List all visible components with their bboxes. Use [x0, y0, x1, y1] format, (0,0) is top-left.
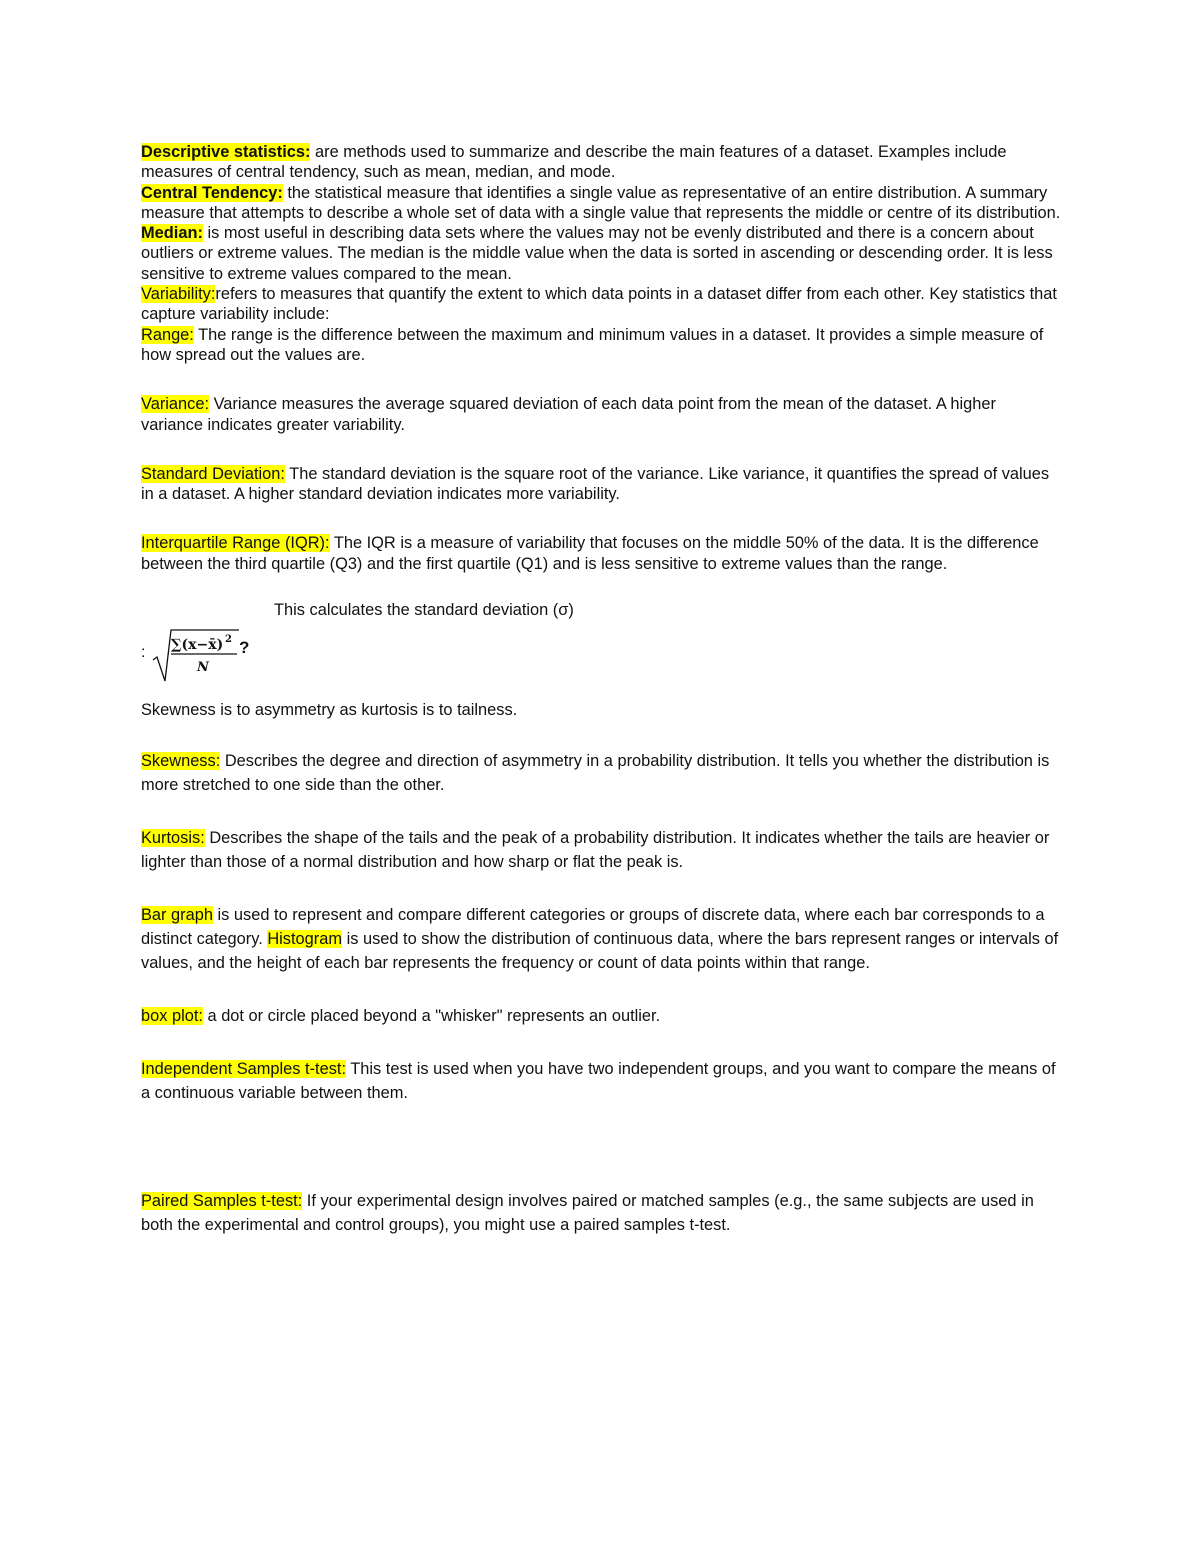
formula-caption: This calculates the standard deviation (σ): [274, 601, 574, 620]
definition-text: Describes the shape of the tails and the peak of a probability distribution. It indicates whether the tails are heavier or lighter than those of a normal distribution and how sharp or flat the peak is.: [141, 829, 1050, 872]
term-highlight: Variability:: [141, 285, 216, 304]
definition-text: The IQR is a measure of variability that focuses on the middle 50% of the data. It is the difference between the third quartile (Q3) and the first quartile (Q1) and is less sensitive to extreme values than the range.: [141, 534, 1039, 573]
term-highlight: Standard Deviation:: [141, 464, 285, 483]
term-highlight: Variance:: [141, 395, 210, 414]
definition-standard-deviation: [141, 464, 1061, 505]
definition-text: This test is used when you have two independent groups, and you want to compare the means of a continuous variable between them.: [141, 1060, 1056, 1103]
spacer: [141, 435, 1061, 464]
term-highlight: Kurtosis:: [141, 829, 205, 848]
definition-box-plot: [141, 1004, 1061, 1028]
definition-text: is most useful in describing data sets where the values may not be evenly distributed and there is a concern about outliers or extreme values. The median is the middle value when the data is sorted in ascending or descending order. It is less sensitive to extreme values compared to the mean.: [141, 224, 1053, 283]
term-highlight: Paired Samples t-test:: [141, 1192, 303, 1211]
formula-numerator: ∑(x−x̄): [171, 637, 224, 654]
definition-bar-graph-histogram: [141, 903, 1061, 975]
term-highlight: Descriptive statistics:: [141, 143, 311, 161]
spacer: [141, 874, 1061, 903]
definition-text: are methods used to summarize and describe the main features of a dataset. Examples include measures of central tendency, such as mean, median, and mode.: [141, 143, 1007, 182]
term-highlight: Central Tendency:: [141, 183, 283, 202]
skewness-kurtosis-intro: Skewness is to asymmetry as kurtosis is to tailness.: [141, 701, 518, 720]
spacer: [141, 1028, 1061, 1057]
definition-text: The standard deviation is the square root of the variance. Like variance, it quantifies the spread of values in a dataset. A higher standard deviation indicates more variability.: [141, 464, 1050, 504]
definition-text: is used to represent and compare different categories or groups of discrete data, where each bar corresponds to a distinct category.: [141, 906, 1045, 949]
spacer: [141, 797, 1061, 826]
term-highlight: Range:: [141, 325, 194, 344]
term-highlight: box plot:: [141, 1007, 203, 1026]
definition-text: is used to show the distribution of continuous data, where the bars represent ranges or intervals of values, and the height of each bar represents the frequency or count of data points within that range.: [141, 930, 1059, 973]
definition-text: If your experimental design involves paired or matched samples (e.g., the same subjects are used in both the experimental and control groups), you might use a paired samples t-test.: [141, 1192, 1034, 1235]
definition-variability: [141, 284, 1061, 325]
definition-variance: [141, 394, 1061, 435]
definition-central-tendency: [141, 183, 1061, 224]
term-highlight: Interquartile Range (IQR):: [141, 534, 330, 553]
definition-iqr: [141, 533, 1061, 574]
term-highlight: Median:: [141, 224, 203, 243]
definition-descriptive-statistics: [141, 142, 1061, 183]
term-highlight: Skewness:: [141, 752, 221, 771]
definition-paired-t-test: [141, 1189, 1061, 1237]
standard-deviation-formula: [141, 626, 1061, 684]
definition-text: Variance measures the average squared deviation of each data point from the mean of the dataset. A higher variance indicates greater variability.: [141, 395, 996, 434]
formula-colon: :: [141, 644, 146, 662]
term-highlight: Bar graph: [141, 906, 213, 925]
formula-question-mark: ?: [239, 638, 250, 658]
spacer: [141, 504, 1061, 533]
spacer: [141, 720, 1061, 749]
term-highlight: Independent Samples t-test:: [141, 1060, 347, 1079]
definition-kurtosis: [141, 826, 1061, 874]
spacer: [141, 684, 1061, 700]
definition-text: Describes the degree and direction of asymmetry in a probability distribution. It tells you whether the distribution is more stretched to one side than the other.: [141, 752, 1050, 795]
term-highlight: Histogram: [267, 930, 343, 949]
document-page: [141, 142, 1061, 1237]
definition-text: the statistical measure that identifies a single value as representative of an entire distribution. A summary measure that attempts to describe a whole set of data with a single value that represents the middle or centre of its distribution.: [141, 183, 1061, 222]
spacer: [141, 574, 1061, 600]
definition-skewness: [141, 749, 1061, 797]
definition-range: [141, 325, 1061, 366]
definition-independent-t-test: [141, 1057, 1061, 1105]
definition-median: [141, 223, 1061, 284]
spacer: [141, 365, 1061, 394]
spacer: [141, 975, 1061, 1004]
definition-text: refers to measures that quantify the extent to which data points in a dataset differ from each other. Key statistics that capture variability include:: [141, 285, 1057, 324]
spacer: [141, 1105, 1061, 1189]
formula-denominator: N: [197, 660, 209, 676]
square-root-formula: [151, 626, 241, 684]
formula-exponent: 2: [225, 634, 232, 646]
definition-text: The range is the difference between the maximum and minimum values in a dataset. It provides a simple measure of how spread out the values are.: [141, 325, 1044, 364]
definition-text: a dot or circle placed beyond a "whisker" represents an outlier.: [202, 1007, 661, 1026]
